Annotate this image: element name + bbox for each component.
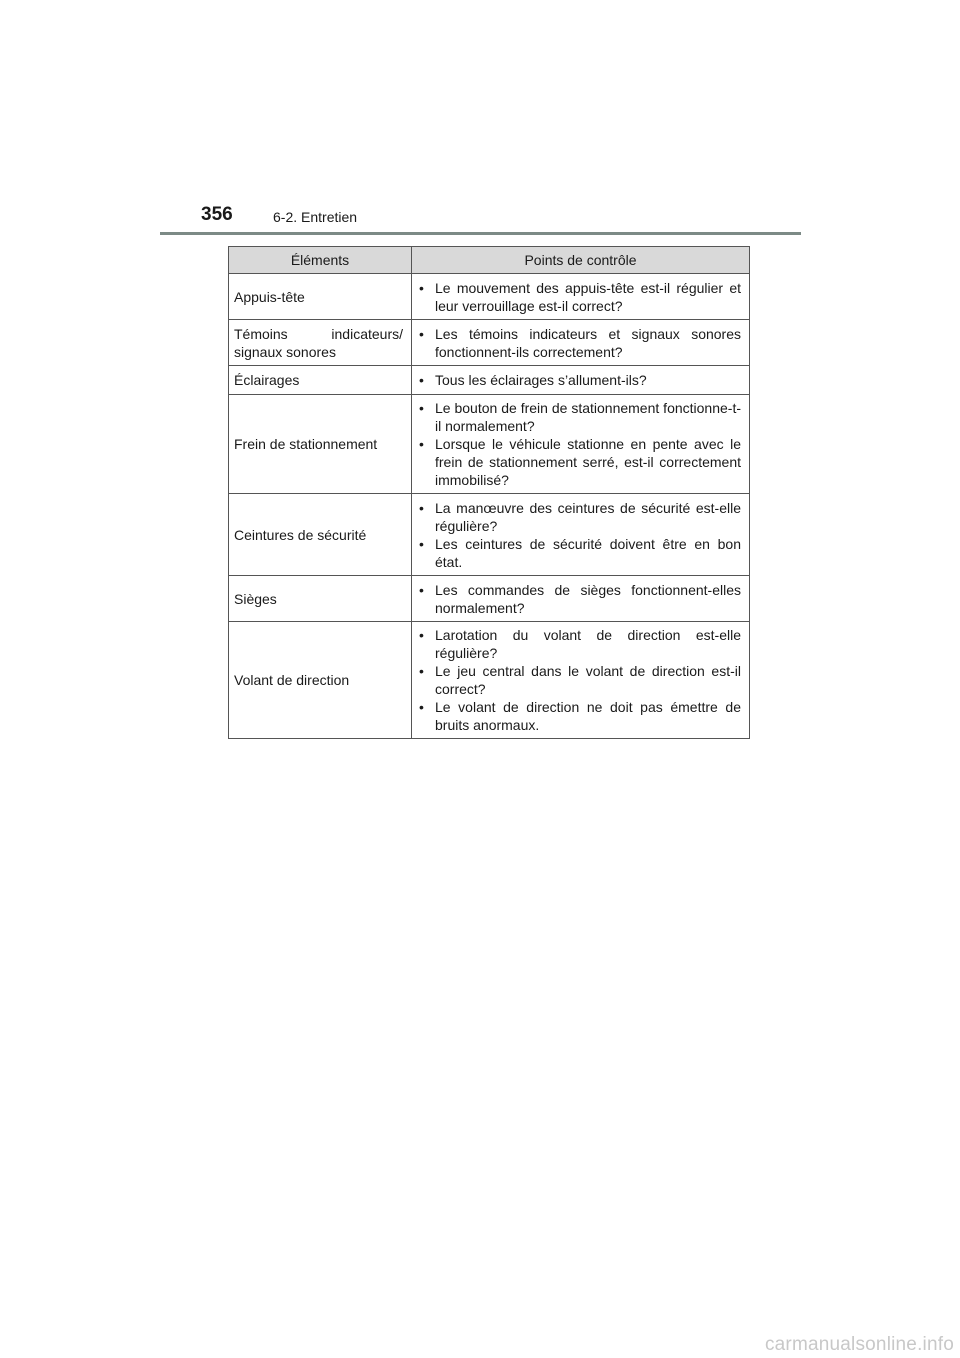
table-row [229, 576, 750, 622]
checkpoint-item: • Le bouton de frein de stationnement fonctionne-t-il normalement? [417, 399, 741, 435]
checkpoints-cell [412, 366, 750, 395]
checkpoint-item: • Les témoins indicateurs et signaux sonores fonctionnent-ils correctement? [417, 325, 741, 361]
checkpoint-item: • Lorsque le véhicule stationne en pente avec le frein de stationnement serré, est-il correctement immobilisé? [417, 435, 741, 489]
table-row [229, 395, 750, 494]
checkpoint-list [417, 399, 741, 489]
table-row [229, 366, 750, 395]
checkpoint-item: • Les commandes de sièges fonctionnent-elles normalement? [417, 581, 741, 617]
section-title: 6-2. Entretien [273, 209, 358, 225]
checkpoint-list [417, 325, 741, 361]
checkpoint-item: • Tous les éclairages s’allument-ils? [417, 371, 741, 389]
checkpoints-cell [412, 622, 750, 739]
checkpoints-cell [412, 576, 750, 622]
checkpoint-item: • Les ceintures de sécurité doivent être en bon état. [417, 535, 741, 571]
item-cell: Frein de stationnement [229, 395, 412, 494]
maintenance-check-table [228, 246, 750, 739]
checkpoint-item: • Larotation du volant de direction est-elle régulière? [417, 626, 741, 662]
checkpoint-item: • Le jeu central dans le volant de direction est-il correct? [417, 662, 741, 698]
checkpoint-list [417, 499, 741, 571]
table-row [229, 494, 750, 576]
checkpoint-list [417, 279, 741, 315]
item-cell: Témoins indicateurs/ signaux sonores [229, 320, 412, 366]
column-header-items: Éléments [229, 247, 412, 274]
checkpoints-cell [412, 494, 750, 576]
checkpoint-list [417, 626, 741, 734]
watermark: carmanualsonline.info [764, 1334, 954, 1355]
checkpoints-cell [412, 320, 750, 366]
checkpoint-item: • Le mouvement des appuis-tête est-il régulier et leur verrouillage est-il correct? [417, 279, 741, 315]
table-header-row [229, 247, 750, 274]
table-row [229, 320, 750, 366]
page-number: 356 [201, 204, 233, 225]
column-header-checkpoints: Points de contrôle [412, 247, 750, 274]
table-row [229, 274, 750, 320]
checkpoint-list [417, 371, 741, 389]
item-cell: Appuis-tête [229, 274, 412, 320]
checkpoints-cell [412, 274, 750, 320]
checkpoint-item: • Le volant de direction ne doit pas émettre de bruits anormaux. [417, 698, 741, 734]
checkpoints-cell [412, 395, 750, 494]
item-cell: Volant de direction [229, 622, 412, 739]
checkpoint-list [417, 581, 741, 617]
item-cell: Ceintures de sécurité [229, 494, 412, 576]
table-row [229, 622, 750, 739]
checkpoint-item: • La manœuvre des ceintures de sécurité est-elle régulière? [417, 499, 741, 535]
item-cell: Éclairages [229, 366, 412, 395]
table-body [229, 274, 750, 739]
item-cell: Sièges [229, 576, 412, 622]
header-divider [160, 232, 801, 235]
